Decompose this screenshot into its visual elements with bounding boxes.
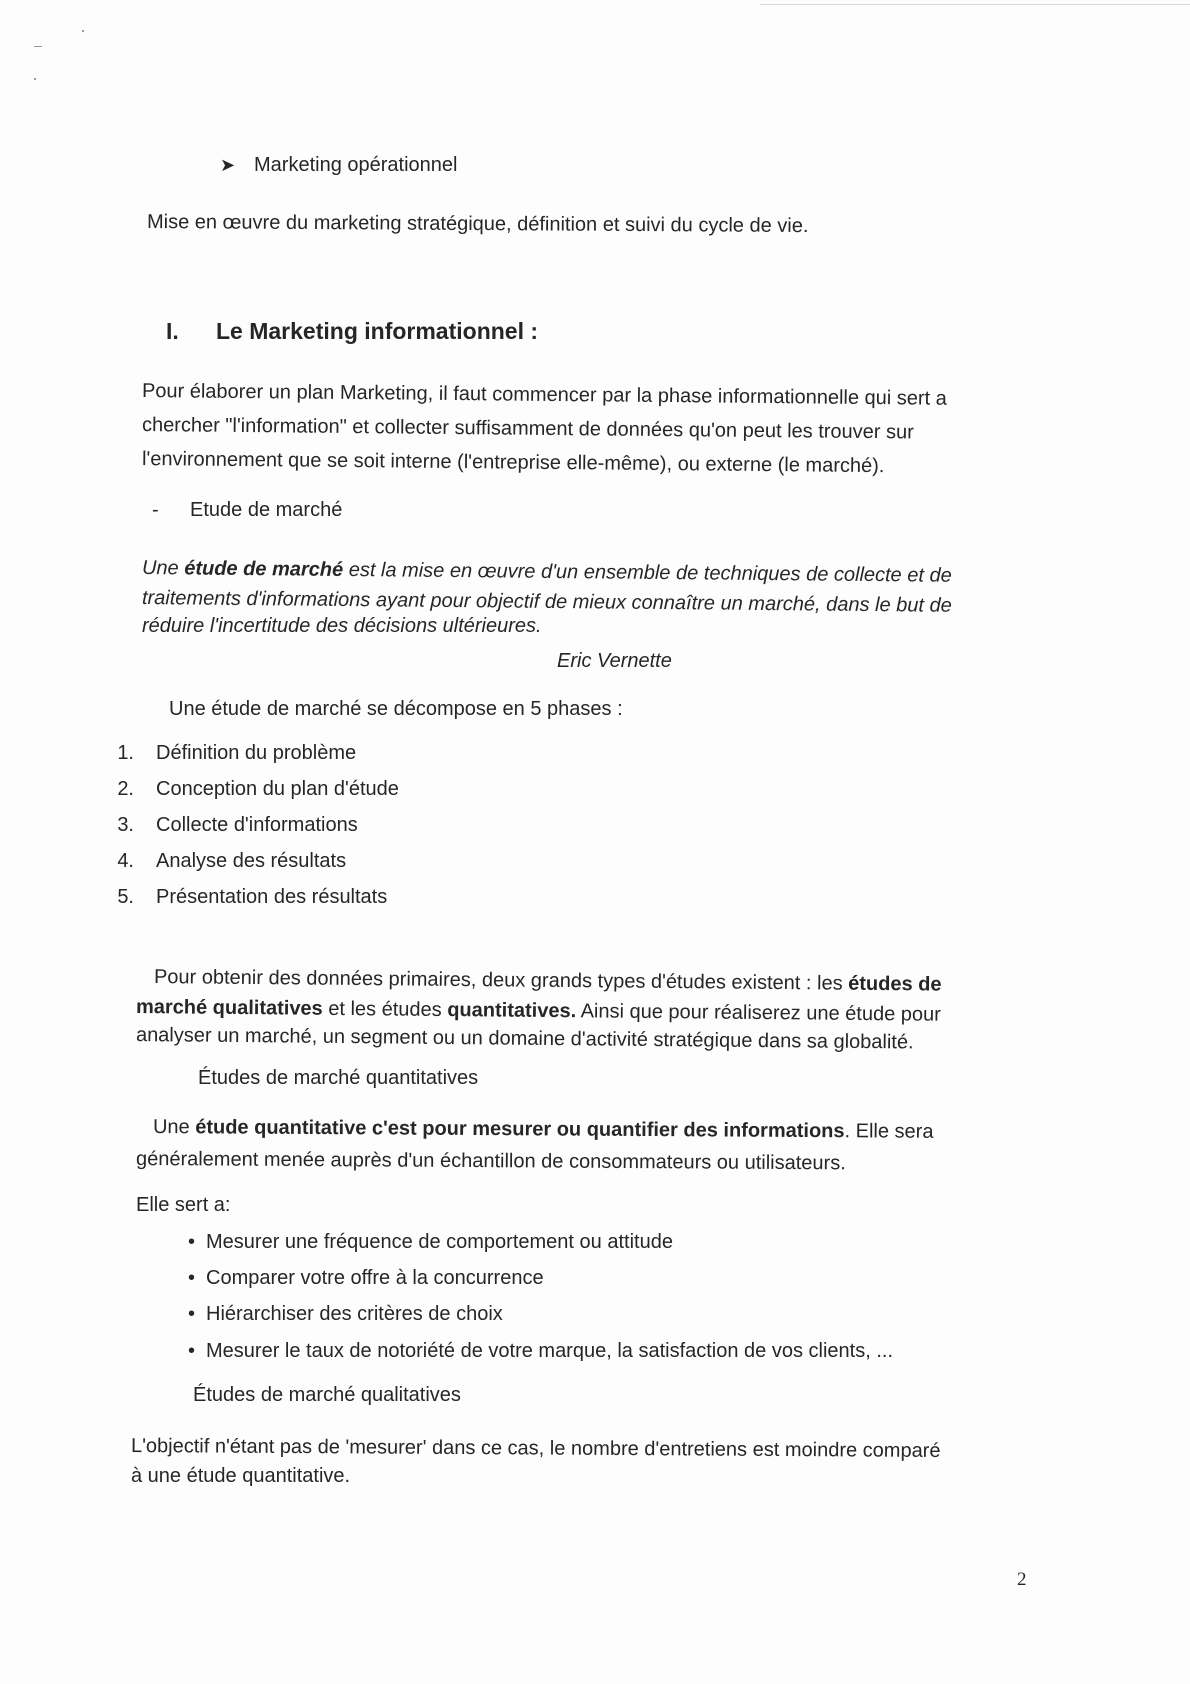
qualitative-line-2: à une étude quantitative. — [131, 1465, 351, 1487]
quantitative-line-1-post: . Elle sera — [844, 1120, 934, 1143]
quote-line-2: traitements d'informations ayant pour objectif de mieux connaître un marché, dans le but de — [141, 587, 952, 617]
list-item-text: Collecte d'informations — [156, 814, 358, 836]
types-line-1-pre: Pour obtenir des données primaires, deux grands types d'études existent : les — [153, 966, 849, 995]
bullet-dot-icon: • — [188, 1303, 196, 1325]
main-heading-text: Le Marketing informationnel : — [216, 318, 539, 344]
list-item-text: Mesurer une fréquence de comportement ou attitude — [206, 1231, 673, 1253]
list-item-text: Présentation des résultats — [156, 886, 388, 908]
intro-line-2: chercher "l'information" et collecter suffisamment de données qu'on peut les trouver sur — [141, 414, 914, 444]
types-line-2-bold: marché qualitatives — [135, 996, 323, 1020]
scan-speck — [34, 78, 36, 80]
main-heading-numeral: I. — [166, 318, 179, 344]
quantitative-line-1-bold: étude quantitative c'est pour mesurer ou quantifier des informations — [195, 1116, 845, 1143]
quantitative-heading: Études de marché quantitatives — [198, 1067, 479, 1089]
bullet-dot-icon: • — [188, 1231, 196, 1253]
serves-label: Elle sert a: — [136, 1194, 231, 1216]
intro-line-3: l'environnement que se soit interne (l'entreprise elle-même), ou externe (le marché). — [141, 448, 885, 478]
quantitative-line-2: généralement menée auprès d'un échantillon de consommateurs ou utilisateurs. — [135, 1148, 846, 1175]
arrow-bullet-icon: ➤ — [220, 155, 236, 175]
list-item-text: Définition du problème — [156, 742, 357, 764]
scan-speck — [34, 46, 42, 47]
list-item-number: 3. — [117, 814, 134, 836]
types-line-1 — [154, 964, 942, 998]
list-item-text: Conception du plan d'étude — [156, 778, 399, 800]
quote-line-3: réduire l'incertitude des décisions ultérieures. — [142, 615, 542, 637]
market-study-label: Etude de marché — [190, 499, 343, 521]
qualitative-line-1: L'objectif n'étant pas de 'mesurer' dans ce cas, le nombre d'entretiens est moindre comparé — [130, 1435, 941, 1462]
quote-author: Eric Vernette — [557, 650, 672, 672]
op-heading-line — [220, 152, 457, 178]
intro-line-1: Pour élaborer un plan Marketing, il faut commencer par la phase informationnelle qui sert a — [141, 380, 947, 410]
quantitative-line-1 — [153, 1114, 934, 1145]
quote-line-1-post: est la mise en œuvre d'un ensemble de techniques de collecte et de — [343, 558, 952, 587]
types-line-3: analyser un marché, un segment ou un domaine d'activité stratégique dans sa globalité. — [135, 1024, 914, 1054]
types-line-1-bold: études de — [848, 972, 942, 996]
list-item-text: Analyse des résultats — [156, 850, 347, 872]
main-heading — [166, 318, 538, 344]
bullet-dot-icon: • — [188, 1340, 196, 1362]
list-item-text: Hiérarchiser des critères de choix — [206, 1303, 503, 1325]
page-number: 2 — [1017, 1569, 1027, 1590]
scan-speck — [82, 30, 84, 32]
types-line-2-bold2: quantitatives. — [447, 998, 577, 1023]
quote-line-1-bold: étude de marché — [184, 557, 344, 581]
op-heading: Marketing opérationnel — [254, 154, 458, 176]
dash-bullet: - — [152, 499, 159, 521]
quote-line-1-pre: Une — [141, 557, 185, 580]
phases-intro: Une étude de marché se décompose en 5 phases : — [169, 698, 623, 720]
list-item-number: 4. — [117, 850, 134, 872]
list-item-text: Comparer votre offre à la concurrence — [206, 1267, 544, 1289]
qualitative-heading: Études de marché qualitatives — [193, 1384, 461, 1406]
market-study-label-line — [152, 497, 342, 523]
list-item-number: 1. — [117, 742, 134, 764]
bullet-dot-icon: • — [188, 1267, 196, 1289]
list-item-number: 5. — [117, 886, 134, 908]
types-line-2-mid: et les études — [322, 997, 448, 1021]
list-item-text: Mesurer le taux de notoriété de votre marque, la satisfaction de vos clients, ... — [206, 1340, 894, 1362]
op-text: Mise en œuvre du marketing stratégique, définition et suivi du cycle de vie. — [146, 211, 809, 238]
quantitative-line-1-pre: Une — [152, 1116, 196, 1139]
scan-edge-line — [760, 4, 1190, 5]
types-line-2-post: Ainsi que pour réaliserez une étude pour — [576, 1000, 941, 1026]
list-item-number: 2. — [117, 778, 134, 800]
quote-line-1 — [142, 555, 952, 589]
